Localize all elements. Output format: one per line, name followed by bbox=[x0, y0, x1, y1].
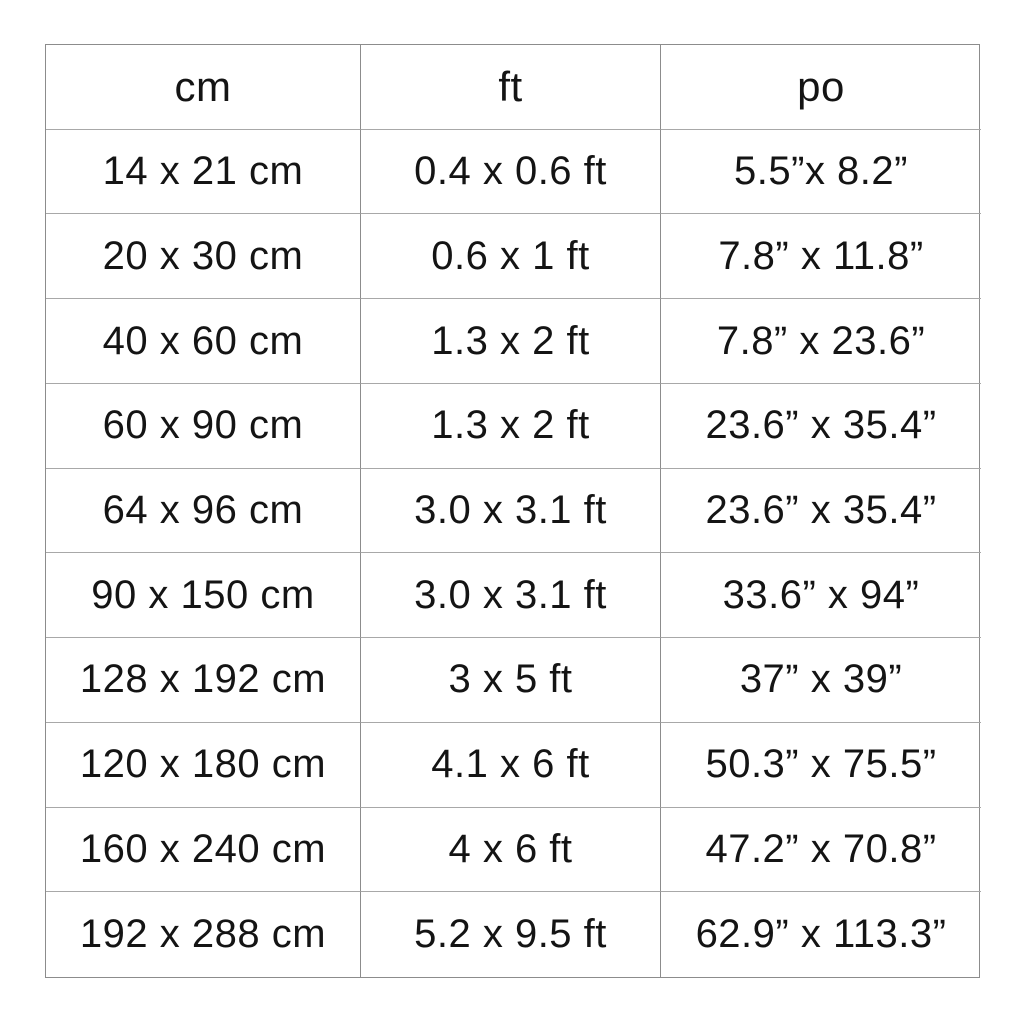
table-cell-po: 37” x 39” bbox=[661, 638, 981, 723]
column-header-cm: cm bbox=[46, 45, 361, 130]
column-header-po: po bbox=[661, 45, 981, 130]
size-conversion-table bbox=[45, 44, 980, 978]
table-cell-po: 7.8” x 23.6” bbox=[661, 299, 981, 384]
table-cell-ft: 5.2 x 9.5 ft bbox=[361, 892, 661, 977]
table-cell-ft: 0.4 x 0.6 ft bbox=[361, 130, 661, 215]
table-cell-cm: 64 x 96 cm bbox=[46, 469, 361, 554]
table-cell-po: 23.6” x 35.4” bbox=[661, 384, 981, 469]
table-cell-ft: 3.0 x 3.1 ft bbox=[361, 469, 661, 554]
table-cell-cm: 20 x 30 cm bbox=[46, 214, 361, 299]
table-cell-cm: 14 x 21 cm bbox=[46, 130, 361, 215]
table-cell-po: 5.5”x 8.2” bbox=[661, 130, 981, 215]
table-cell-cm: 120 x 180 cm bbox=[46, 723, 361, 808]
table-cell-cm: 40 x 60 cm bbox=[46, 299, 361, 384]
table-cell-po: 47.2” x 70.8” bbox=[661, 808, 981, 893]
table-cell-po: 62.9” x 113.3” bbox=[695, 912, 947, 957]
table-cell-ft: 0.6 x 1 ft bbox=[361, 214, 661, 299]
table-cell-ft: 4.1 x 6 ft bbox=[361, 723, 661, 808]
table-cell-ft: 1.3 x 2 ft bbox=[361, 384, 661, 469]
table-cell-ft: 3 x 5 ft bbox=[361, 638, 661, 723]
table-cell-cm: 60 x 90 cm bbox=[46, 384, 361, 469]
table-cell-ft: 4 x 6 ft bbox=[361, 808, 661, 893]
table-cell-cm: 128 x 192 cm bbox=[46, 638, 361, 723]
table-cell-po: 7.8” x 11.8” bbox=[661, 214, 981, 299]
column-header-ft: ft bbox=[361, 45, 661, 130]
table-cell-ft: 1.3 x 2 ft bbox=[361, 299, 661, 384]
table-cell-po: 50.3” x 75.5” bbox=[661, 723, 981, 808]
table-cell-po: 33.6” x 94” bbox=[661, 553, 981, 638]
table-cell-cm: 160 x 240 cm bbox=[46, 808, 361, 893]
table-cell-cm: 90 x 150 cm bbox=[46, 553, 361, 638]
table-cell-ft: 3.0 x 3.1 ft bbox=[361, 553, 661, 638]
table-cell-cm: 192 x 288 cm bbox=[46, 892, 361, 977]
table-cell-po: 23.6” x 35.4” bbox=[661, 469, 981, 554]
